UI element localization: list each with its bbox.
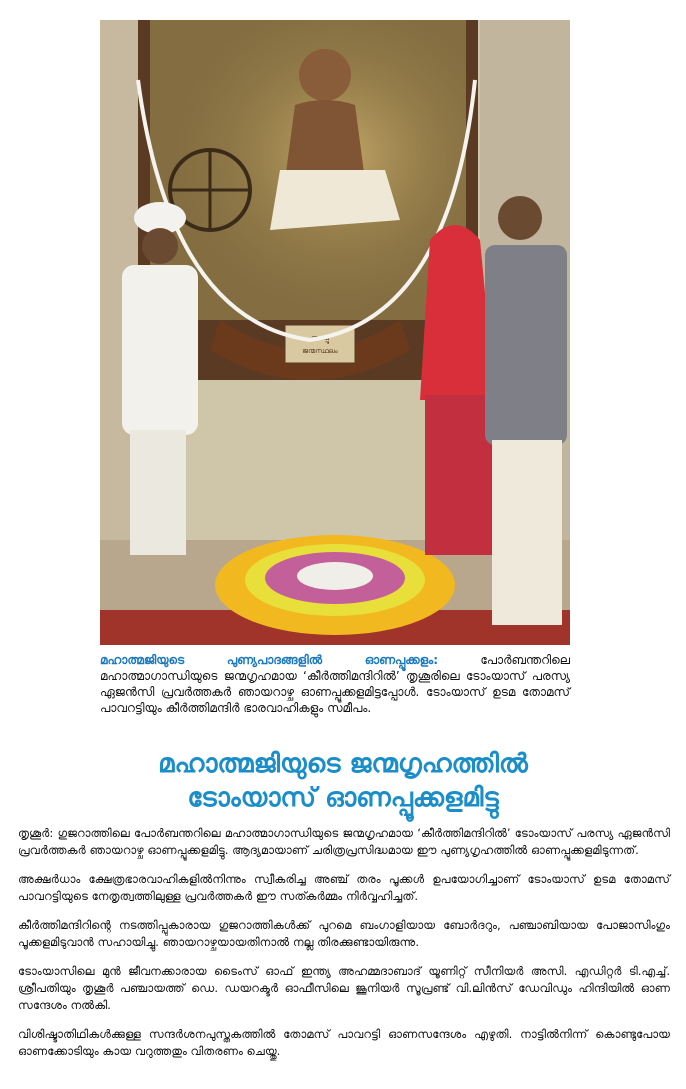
placard-text-2: ജന്മസ്ഥലം <box>302 347 338 355</box>
photo-caption <box>100 652 570 716</box>
article-body <box>18 825 670 1072</box>
article-paragraph: തൃശൂർ: ഗുജറാത്തിലെ പോർബന്തറിലെ മഹാത്മാഗാന്ധിയുടെ ജന്മഗൃഹമായ ‘കീർത്തിമന്ദിറിൽ’ ടോംയാസ് പരസ്യ ഏജൻസി പ്രവർത്തകർ ഞായറാഴ്ച ഓണപ്പൂക്കളമിട്ടു. ആദ്യമായാണ് ചരിത്രപ്രസിദ്ധമായ ഈ പുണ്യഗൃഹത്തിൽ ഓണപ്പൂക്കളമിടുന്നത്. <box>18 826 670 857</box>
photo-illustration <box>100 20 570 645</box>
headline-line-2: ടോംയാസ് ഓണപ്പൂക്കളമിട്ടു <box>187 783 499 813</box>
article-paragraph: ടോംയാസിലെ മുൻ ജീവനക്കാരായ ടൈംസ് ഓഫ് ഇന്ത്യ അഹമ്മദാബാദ് യൂണിറ്റ് സീനിയർ അസി. എഡിറ്റർ ടി.എച്ച്. ശ്രീപതിയും തൃശൂർ പഞ്ചായത്ത് ഡെ. ഡയറക്ടർ ഓഫീസിലെ ജൂനിയർ സൂപ്രണ്ട് വി.ലിൻസ് ഡേവിഡും ഹിന്ദിയിൽ ഓണ സന്ദേശം നൽകി. <box>18 964 670 1012</box>
caption-highlight: മഹാത്മജിയുടെ പുണ്യപാദങ്ങളിൽ ഓണപ്പൂക്കളം: <box>100 653 438 667</box>
news-photo <box>100 20 570 645</box>
article-paragraph: കീർത്തിമന്ദിറിന്റെ നടത്തിപ്പുകാരായ ഗുജറാത്തികൾക്ക് പുറമെ ബംഗാളിയായ ബോർദറും, പഞ്ചാബിയായ പോജാസിംഗും പൂക്കളമിടുവാൻ സഹായിച്ചു. ഞായറാഴ്ചയായതിനാൽ നല്ല തിരക്കുണ്ടായിരുന്നു. <box>18 918 670 949</box>
headline <box>40 747 646 815</box>
placard-text-1: ബാപ്പു <box>311 334 329 342</box>
headline-line-1: മഹാത്മജിയുടെ ജന്മഗൃഹത്തിൽ <box>158 749 528 779</box>
article-paragraph: വിശിഷ്ടാതിഥികൾക്കുള്ള സന്ദർശനപുസ്തകത്തിൽ തോമസ് പാവറട്ടി ഓണസന്ദേശം എഴുതി. നാട്ടിൽനിന്ന് കൊണ്ടുപോയ ഓണക്കോടിയും കായ വറുത്തതും വിതരണം ചെയ്തു. <box>18 1027 670 1058</box>
caption-text: പോർബന്തറിലെ മഹാത്മാഗാന്ധിയുടെ ജന്മഗൃഹമായ ‘കീർത്തിമന്ദിറിൽ’ തൃശൂരിലെ ടോംയാസ് പരസ്യ ഏജൻസി പ്രവർത്തകർ ഞായറാഴ്ച ഓണപ്പൂക്കളമിട്ടപ്പോൾ. ടോംയാസ് ഉടമ തോമസ് പാവറട്ടിയും കീർത്തിമന്ദിർ ഭാരവാഹികളും സമീപം. <box>100 653 570 715</box>
article-paragraph: അക്ഷർധാം ക്ഷേത്രഭാരവാഹികളിൽനിന്നും സ്വീകരിച്ച അഞ്ച് തരം പൂക്കൾ ഉപയോഗിച്ചാണ് ടോംയാസ് ഉടമ തോമസ് പാവറട്ടിയുടെ നേതൃത്വത്തിലുള്ള പ്രവർത്തകർ ഈ സത്കർമ്മം നിർവ്വഹിച്ചത്. <box>18 872 670 903</box>
